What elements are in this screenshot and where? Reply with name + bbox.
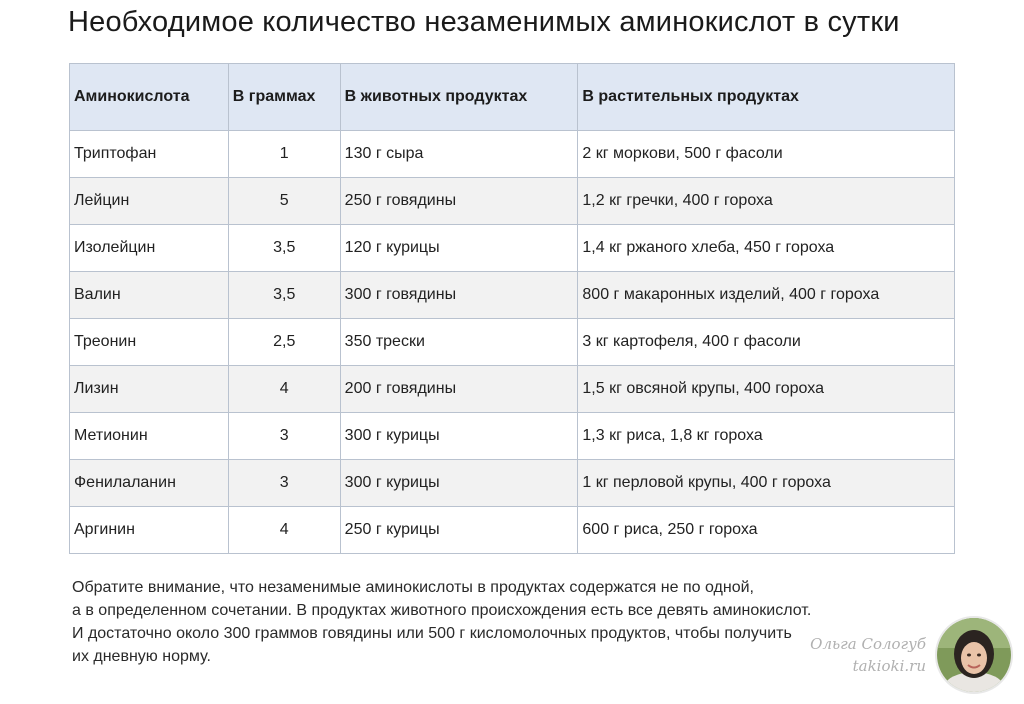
page-title: Необходимое количество незаменимых аминокислот в сутки [68,6,900,38]
header-plant-products: В растительных продуктах [578,64,955,131]
cell-animal: 130 г сыра [340,131,578,178]
cell-plant: 1,3 кг риса, 1,8 кг гороха [578,413,955,460]
note-line: их дневную норму. [72,648,211,665]
note-paragraph [72,576,932,668]
cell-animal: 300 г говядины [340,272,578,319]
cell-grams: 3 [228,413,340,460]
table-row [70,366,955,413]
cell-amino-acid: Метионин [70,413,229,460]
cell-animal: 300 г курицы [340,460,578,507]
table-row [70,507,955,554]
cell-animal: 250 г курицы [340,507,578,554]
cell-grams: 3 [228,460,340,507]
avatar-photo-icon [937,618,1011,692]
cell-plant: 800 г макаронных изделий, 400 г гороха [578,272,955,319]
note-line: И достаточно около 300 граммов говядины или 500 г кисломолочных продуктов, чтобы получить [72,625,792,642]
cell-plant: 1 кг перловой крупы, 400 г гороха [578,460,955,507]
author-avatar [935,616,1013,694]
watermark-author: Ольга Сологуб [810,635,926,653]
amino-acids-table [69,63,955,554]
cell-grams: 2,5 [228,319,340,366]
cell-grams: 1 [228,131,340,178]
header-grams: В граммах [228,64,340,131]
cell-grams: 4 [228,366,340,413]
note-line: а в определенном сочетании. В продуктах животного происхождения есть все девять аминокислот. [72,602,812,619]
table-row [70,178,955,225]
cell-amino-acid: Фенилаланин [70,460,229,507]
table-row [70,460,955,507]
table-row [70,272,955,319]
table-row [70,131,955,178]
cell-amino-acid: Триптофан [70,131,229,178]
watermark [806,633,926,677]
cell-amino-acid: Лейцин [70,178,229,225]
cell-animal: 300 г курицы [340,413,578,460]
cell-animal: 200 г говядины [340,366,578,413]
header-animal-products: В животных продуктах [340,64,578,131]
note-line: Обратите внимание, что незаменимые аминокислоты в продуктах содержатся не по одной, [72,579,754,596]
cell-plant: 3 кг картофеля, 400 г фасоли [578,319,955,366]
cell-grams: 4 [228,507,340,554]
cell-animal: 250 г говядины [340,178,578,225]
table-row [70,319,955,366]
cell-plant: 1,5 кг овсяной крупы, 400 гороха [578,366,955,413]
cell-grams: 3,5 [228,225,340,272]
cell-animal: 350 трески [340,319,578,366]
header-amino-acid: Аминокислота [70,64,229,131]
cell-plant: 1,2 кг гречки, 400 г гороха [578,178,955,225]
table-row [70,225,955,272]
cell-amino-acid: Валин [70,272,229,319]
cell-grams: 5 [228,178,340,225]
watermark-site: takioki.ru [852,657,926,675]
table-header-row [70,64,955,131]
cell-amino-acid: Лизин [70,366,229,413]
cell-plant: 1,4 кг ржаного хлеба, 450 г гороха [578,225,955,272]
cell-grams: 3,5 [228,272,340,319]
cell-animal: 120 г курицы [340,225,578,272]
cell-amino-acid: Аргинин [70,507,229,554]
table-row [70,413,955,460]
cell-amino-acid: Треонин [70,319,229,366]
cell-plant: 2 кг моркови, 500 г фасоли [578,131,955,178]
cell-plant: 600 г риса, 250 г гороха [578,507,955,554]
cell-amino-acid: Изолейцин [70,225,229,272]
